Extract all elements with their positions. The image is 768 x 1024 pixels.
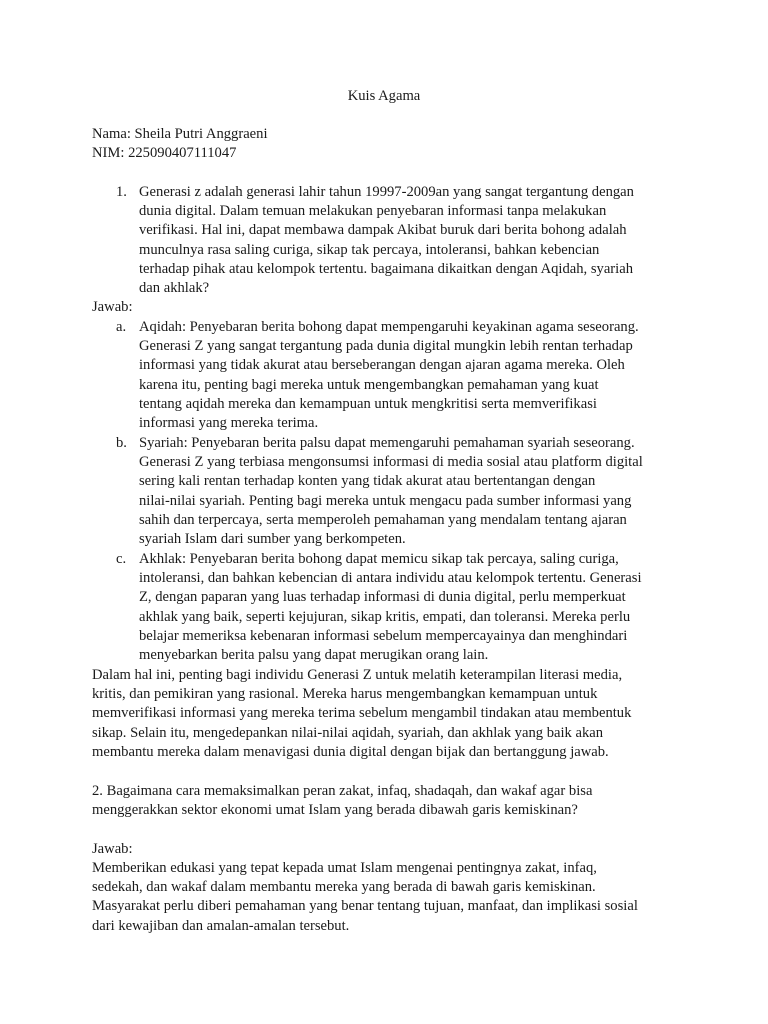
text-line: Generasi Z yang sangat tergantung pada dunia digital mungkin lebih rentan terhadap	[139, 338, 633, 355]
answer-a-marker: a.	[116, 319, 127, 335]
text-line: Dalam hal ini, penting bagi individu Generasi Z untuk melatih keterampilan literasi media,	[92, 667, 623, 683]
text-line: sahih dan terpercaya, serta memperoleh pemahaman yang mendalam tentang ajaran	[139, 511, 627, 528]
name-line: Nama: Sheila Putri Anggraeni	[92, 126, 268, 142]
text-line: dunia digital. Dalam temuan melakukan penyebaran informasi tanpa melakukan	[139, 203, 607, 220]
text-line: terhadap pihak atau kelompok tertentu. bagaimana dikaitkan dengan Aqidah, syariah	[139, 260, 633, 277]
text-line: akhlak yang baik, seperti kejujuran, sikap kritis, empati, dan toleransi. Mereka perlu	[139, 608, 631, 625]
text-line: kritis, dan pemikiran yang rasional. Mereka harus mengembangkan kemampuan untuk	[92, 686, 598, 703]
text-line: Aqidah: Penyebaran berita bohong dapat mempengaruhi keyakinan agama seseorang.	[139, 319, 639, 335]
text-line: menggerakkan sektor ekonomi umat Islam yang berada dibawah garis kemiskinan?	[92, 802, 578, 819]
nim-line: NIM: 225090407111047	[92, 145, 237, 162]
text-line: Generasi Z yang terbiasa mengonsumsi informasi di media sosial atau platform digital	[139, 454, 643, 471]
text-line: tentang aqidah mereka dan kemampuan untuk mengkritisi serta memverifikasi	[139, 395, 597, 412]
conclusion-paragraph	[92, 666, 682, 762]
answer-b-syariah	[139, 434, 699, 549]
answer-c-akhlak	[139, 550, 699, 665]
answer-c-marker: c.	[116, 551, 127, 567]
student-info	[92, 125, 682, 163]
answer-1-label: Jawab:	[92, 299, 133, 315]
text-line: Z, dengan paparan yang luas terhadap informasi di dunia digital, perlu memperkuat	[139, 589, 626, 606]
text-line: memverifikasi informasi yang mereka terima sebelum mengambil tindakan atau membentuk	[92, 705, 632, 722]
text-line: Syariah: Penyebaran berita palsu dapat memengaruhi pemahaman syariah seseorang.	[139, 435, 635, 451]
text-line: sikap. Selain itu, mengedepankan nilai-nilai aqidah, syariah, dan akhlak yang baik akan	[92, 724, 604, 741]
text-line: 2. Bagaimana cara memaksimalkan peran zakat, infaq, shadaqah, dan wakaf agar bisa	[92, 783, 593, 799]
answer-b-marker: b.	[116, 435, 127, 451]
text-line: menyebarkan berita palsu yang dapat merugikan orang lain.	[139, 647, 489, 664]
answer-2-paragraph	[92, 859, 682, 936]
text-line: sering kali rentan terhadap konten yang tidak akurat atau bertentangan dengan	[139, 473, 596, 490]
question-1-number: 1.	[116, 184, 127, 200]
text-line: informasi yang tidak akurat atau berseberangan dengan ajaran agama mereka. Oleh	[139, 357, 625, 374]
text-line: dari kewajiban dan amalan-amalan tersebut.	[92, 917, 350, 934]
page-title: Kuis Agama	[347, 88, 421, 104]
text-line: dan akhlak?	[139, 280, 210, 297]
text-line: syariah Islam dari sumber yang berkompeten.	[139, 531, 406, 548]
text-line: Generasi z adalah generasi lahir tahun 19997-2009an yang sangat tergantung dengan	[139, 184, 634, 200]
question-2	[92, 782, 682, 820]
text-line: verifikasi. Hal ini, dapat membawa dampak Akibat buruk dari berita bohong adalah	[139, 222, 627, 239]
answer-a-aqidah	[139, 318, 699, 433]
text-line: nilai-nilai syariah. Penting bagi mereka untuk mengacu pada sumber informasi yang	[139, 492, 632, 509]
question-1	[139, 183, 699, 298]
text-line: Memberikan edukasi yang tepat kepada umat Islam mengenai pentingnya zakat, infaq,	[92, 860, 597, 876]
text-line: membantu mereka dalam menavigasi dunia digital dengan bijak dan bertanggung jawab.	[92, 743, 609, 760]
text-line: karena itu, penting bagi mereka untuk mengembangkan pemahaman yang kuat	[139, 376, 599, 393]
text-line: Masyarakat perlu diberi pemahaman yang benar tentang tujuan, manfaat, dan implikasi sosial	[92, 898, 638, 915]
text-line: intoleransi, dan bahkan kebencian di antara individu atau kelompok tertentu. Generasi	[139, 570, 642, 587]
text-line: Akhlak: Penyebaran berita bohong dapat memicu sikap tak percaya, saling curiga,	[139, 551, 619, 567]
answer-2-label: Jawab:	[92, 841, 133, 857]
text-line: belajar memeriksa kebenaran informasi sebelum mempercayainya dan menghindari	[139, 627, 628, 644]
text-line: munculnya rasa saling curiga, sikap tak percaya, intoleransi, bahkan kebencian	[139, 241, 600, 258]
text-line: informasi yang mereka terima.	[139, 415, 319, 432]
text-line: sedekah, dan wakaf dalam membantu mereka yang berada di bawah garis kemiskinan.	[92, 879, 596, 896]
